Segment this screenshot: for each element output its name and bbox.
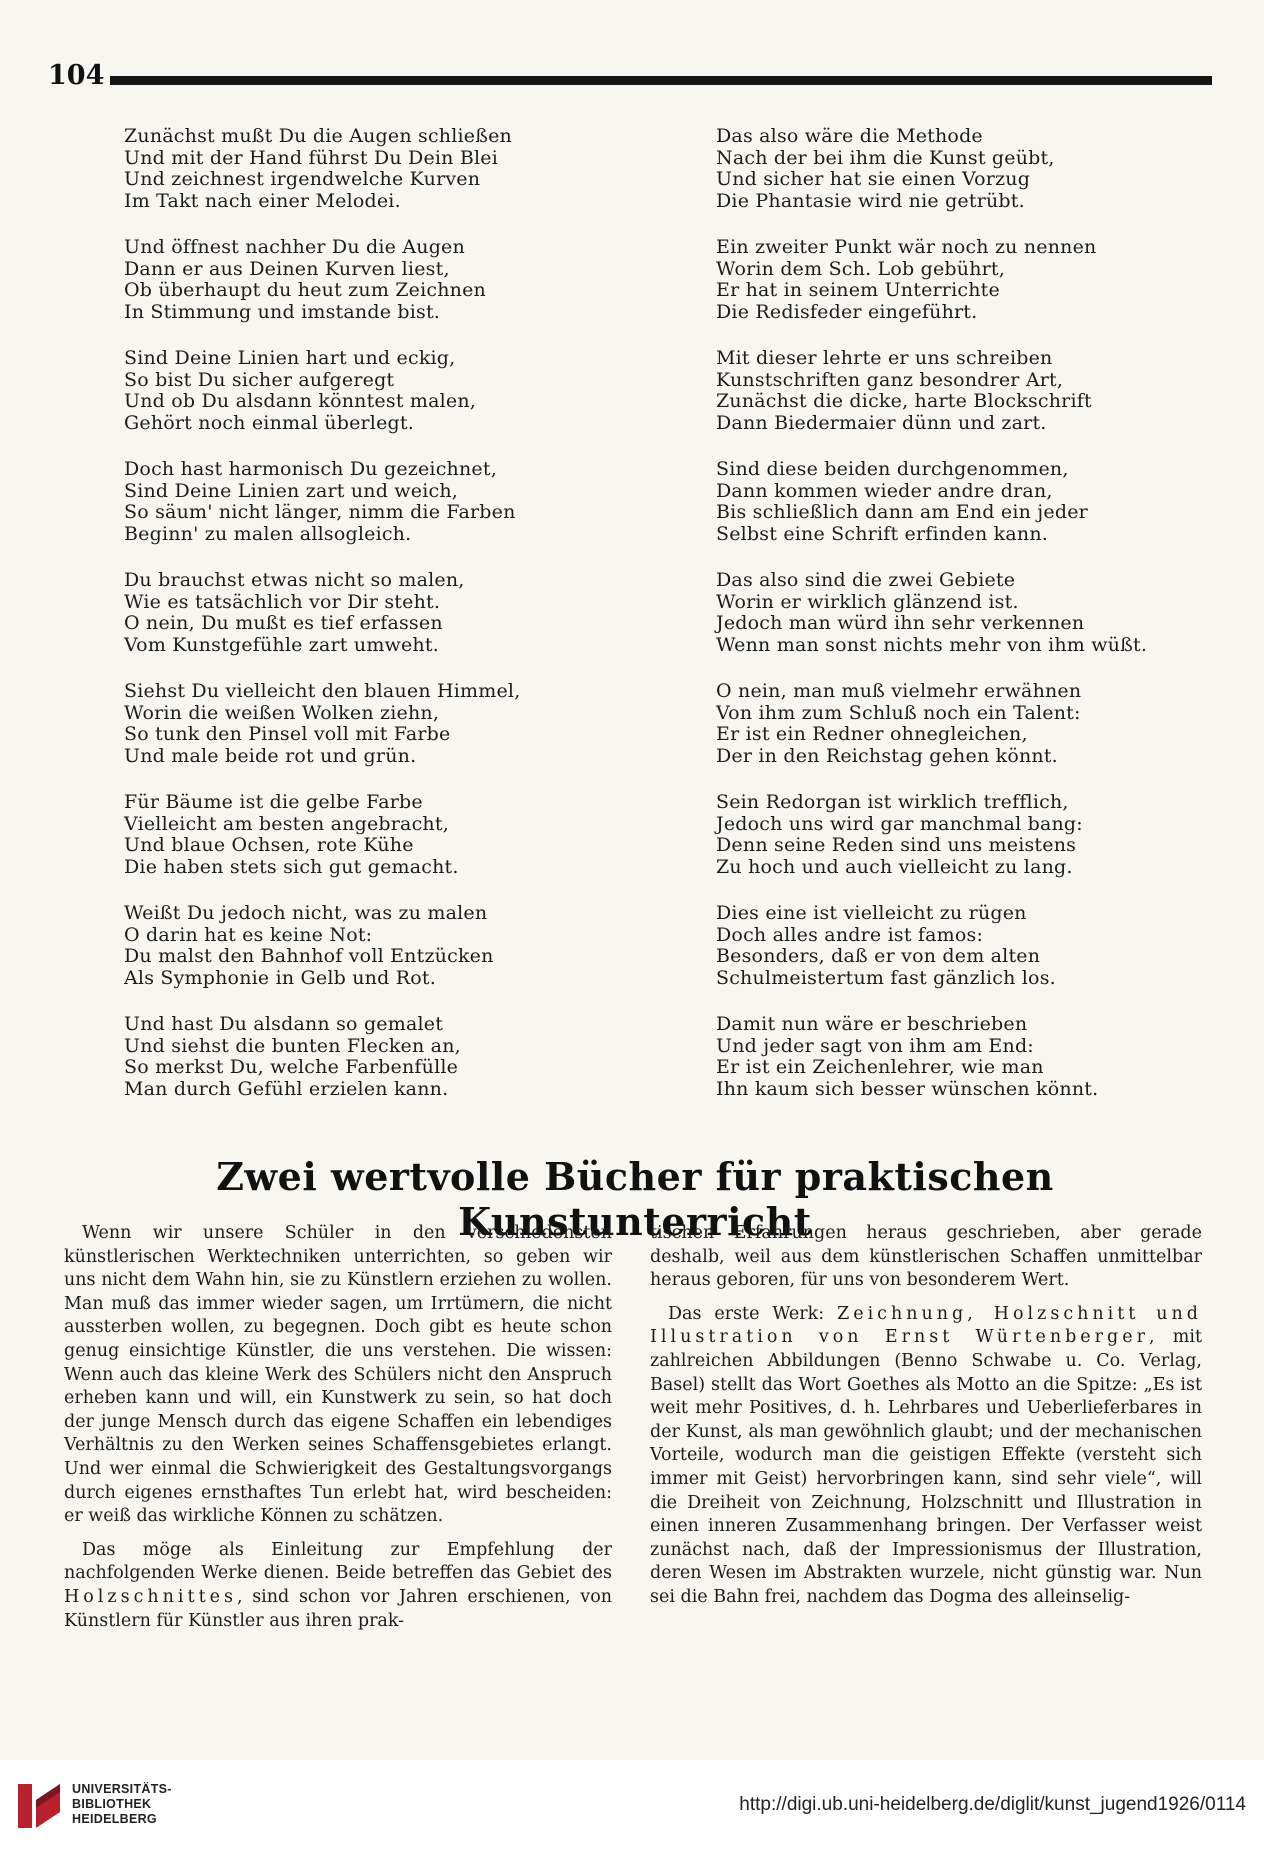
stanza — [124, 348, 644, 434]
verse-line: Und ob Du alsdann könntest malen, — [124, 390, 477, 412]
verse-line: Mit dieser lehrte er uns schreiben — [716, 347, 1053, 369]
stanza — [716, 237, 1236, 323]
stanza — [716, 570, 1236, 656]
verse-line: Bis schließlich dann am End ein jeder — [716, 501, 1088, 523]
page-number: 104 — [48, 60, 105, 91]
verse-line: Die Redisfeder eingeführt. — [716, 300, 978, 323]
stanza — [124, 1014, 644, 1100]
stanza — [716, 348, 1236, 434]
verse-line: Und hast Du alsdann so gemalet — [124, 1013, 444, 1035]
poem-column-left — [124, 126, 644, 1125]
verse-line: Und siehst die bunten Flecken an, — [124, 1034, 461, 1057]
library-name-line: BIBLIOTHEK — [72, 1797, 152, 1811]
stanza — [716, 126, 1236, 212]
verse-line: Nach der bei ihm die Kunst geübt, — [716, 146, 1055, 169]
verse-line: Die Phantasie wird nie getrübt. — [716, 189, 1025, 212]
verse-line: Zunächst mußt Du die Augen schließen — [124, 125, 512, 147]
poem-column-right — [716, 126, 1236, 1125]
verse-line: Er ist ein Redner ohnegleichen, — [716, 723, 1028, 745]
verse-line: Und sicher hat sie einen Vorzug — [716, 168, 1031, 190]
verse-line: Vom Kunstgefühle zart umweht. — [124, 633, 439, 656]
verse-line: So säum' nicht länger, nimm die Farben — [124, 501, 516, 523]
verse-line: Kunstschriften ganz besondrer Art, — [716, 368, 1064, 391]
verse-line: Ein zweiter Punkt wär noch zu nennen — [716, 236, 1097, 258]
verse-line: Wie es tatsächlich vor Dir steht. — [124, 590, 441, 613]
verse-line: Schulmeistertum fast gänzlich los. — [716, 966, 1056, 989]
verse-line: Sein Redorgan ist wirklich trefflich, — [716, 791, 1069, 813]
stanza — [716, 792, 1236, 878]
verse-line: Weißt Du jedoch nicht, was zu malen — [124, 902, 488, 924]
verse-line: Und blaue Ochsen, rote Kühe — [124, 834, 414, 856]
paragraph: Wenn wir unsere Schüler in den verschiedensten künstlerischen Werktechniken unterrichten, so geben wir uns nicht dem Wahn hin, sie zu Künstlern erziehen zu wollen. Man muß das immer wieder sagen, um Irrtümern, die nicht aussterben wollen, zu begegnen. Doch gibt es heute schon genug einsichtige Künstler, die uns verstehen. Die wissen: Wenn auch das kleine Werk des Schülers nicht den Anspruch erheben kann und will, ein Kunstwerk zu sein, so hat doch der junge Mensch durch das eigene Schaffen ein lebendiges Verhältnis zu den Werken seines Schaffensgebietes erlangt. Und wer einmal die Schwierigkeit des Gestaltungsvorgangs durch eigenes ernsthaftes Tun erlebt hat, wird bescheiden: er weiß das wirkliche Können zu schätzen. — [64, 1223, 612, 1527]
verse-line: O nein, Du mußt es tief erfassen — [124, 612, 443, 634]
verse-line: Ob überhaupt du heut zum Zeichnen — [124, 279, 486, 301]
article-column-right — [650, 1222, 1202, 1620]
library-name-line: UNIVERSITÄTS- — [72, 1782, 172, 1796]
verse-line: Er hat in seinem Unterrichte — [716, 279, 1000, 301]
verse-line: Sind Deine Linien zart und weich, — [124, 479, 459, 502]
verse-line: Dann er aus Deinen Kurven liest, — [124, 257, 450, 280]
verse-line: Doch alles andre ist famos: — [716, 923, 984, 946]
stanza — [716, 681, 1236, 767]
verse-line: So merkst Du, welche Farbenfülle — [124, 1056, 459, 1078]
stanza — [716, 903, 1236, 989]
library-logo-icon — [14, 1778, 66, 1834]
stanza — [124, 681, 644, 767]
verse-line: Der in den Reichstag gehen könnt. — [716, 744, 1058, 767]
stanza — [124, 570, 644, 656]
emphasized-term: Holzschnittes — [64, 1586, 237, 1607]
stanza — [124, 126, 644, 212]
paragraph: tischen Erfahrungen heraus geschrieben, aber gerade deshalb, weil aus dem künstlerischen Schaffen unmittelbar heraus geboren, für uns von besonderem Wert. — [650, 1223, 1202, 1291]
verse-line: Für Bäume ist die gelbe Farbe — [124, 791, 423, 813]
verse-line: Er ist ein Zeichenlehrer, wie man — [716, 1056, 1044, 1078]
verse-line: Das also sind die zwei Gebiete — [716, 569, 1016, 591]
stanza — [124, 903, 644, 989]
verse-line: Denn seine Reden sind uns meistens — [716, 834, 1077, 856]
paragraph-text: Das möge als Einleitung zur Empfehlung der nachfolgenden Werke dienen. Beide betreffen das Gebiet des — [64, 1539, 612, 1584]
stanza — [716, 1014, 1236, 1100]
verse-line: Du brauchst etwas nicht so malen, — [124, 569, 465, 591]
verse-line: Im Takt nach einer Melodei. — [124, 189, 401, 212]
paragraph — [64, 1539, 612, 1633]
verse-line: So bist Du sicher aufgeregt — [124, 368, 395, 391]
digitization-footer — [0, 1760, 1264, 1853]
verse-line: O nein, man muß vielmehr erwähnen — [716, 680, 1082, 702]
verse-line: Gehört noch einmal überlegt. — [124, 411, 414, 434]
verse-line: Doch hast harmonisch Du gezeichnet, — [124, 458, 497, 480]
verse-line: Jedoch man würd ihn sehr verkennen — [716, 612, 1085, 634]
verse-line: Dies eine ist vielleicht zu rügen — [716, 902, 1027, 924]
paragraph-text: , mit zahlreichen Abbildungen (Benno Schwabe u. Co. Verlag, Basel) stellt das Wort Goethes als Motto an die Spitze: „Es ist weit mehr Positives, d. h. Lehrbares und Ueberlieferbares in der Kunst, als man gewöhnlich glaubt; und der mechanischen Vorteile, wodurch man die geistigen Effekte (versteht sich immer mit Geist) hervorbringen kann, sind sehr viele“, will die Dreiheit von Zeichnung, Holzschnitt und Illustration in einen inneren Zusammenhang bringen. Der Verfasser weist zunächst nach, daß der Impressionismus der Illustration, deren Wesen im Abstrakten wurzele, nicht günstig war. Nun sei die Bahn frei, nachdem das Dogma des alleinselig- — [650, 1327, 1202, 1607]
article-headline: Zwei wertvolle Bücher für praktischen Kunstunterricht — [216, 1154, 1054, 1244]
verse-line: Und jeder sagt von ihm am End: — [716, 1034, 1034, 1057]
verse-line: Du malst den Bahnhof voll Entzücken — [124, 945, 494, 967]
verse-line: Vielleicht am besten angebracht, — [124, 812, 449, 835]
verse-line: Das also wäre die Methode — [716, 125, 983, 147]
verse-line: Damit nun wäre er beschrieben — [716, 1013, 1028, 1035]
verse-line: Dann Biedermaier dünn und zart. — [716, 411, 1047, 434]
verse-line: Und mit der Hand führst Du Dein Blei — [124, 146, 498, 169]
article-column-left — [64, 1222, 612, 1643]
page-header — [48, 52, 1212, 92]
paragraph-text: , sind schon vor Jahren erschienen, von Künstlern für Künstler aus ihren prak- — [64, 1586, 612, 1631]
emphasized-term: Zeichnung, Holzschnitt und Illustration von Ernst Würtenberger — [650, 1303, 1202, 1348]
verse-line: Selbst eine Schrift erfinden kann. — [716, 522, 1049, 545]
verse-line: Sind diese beiden durchgenommen, — [716, 458, 1069, 480]
verse-line: Die haben stets sich gut gemacht. — [124, 855, 459, 878]
verse-line: Und zeichnest irgendwelche Kurven — [124, 168, 481, 190]
stanza — [124, 459, 644, 545]
verse-line: Dann kommen wieder andre dran, — [716, 479, 1053, 502]
stanza — [124, 792, 644, 878]
verse-line: Worin er wirklich glänzend ist. — [716, 590, 1019, 613]
verse-line: In Stimmung und imstande bist. — [124, 300, 441, 323]
paragraph — [650, 1303, 1202, 1610]
verse-line: Worin dem Sch. Lob gebührt, — [716, 257, 1006, 280]
stanza — [716, 459, 1236, 545]
source-url-link[interactable]: http://digi.ub.uni-heidelberg.de/diglit/kunst_jugend1926/0114 — [739, 1794, 1246, 1815]
verse-line: Siehst Du vielleicht den blauen Himmel, — [124, 680, 521, 702]
verse-line: Man durch Gefühl erzielen kann. — [124, 1077, 449, 1100]
verse-line: Und male beide rot und grün. — [124, 744, 417, 767]
library-name-line: HEIDELBERG — [72, 1812, 157, 1826]
verse-line: Besonders, daß er von dem alten — [716, 945, 1041, 967]
verse-line: Zunächst die dicke, harte Blockschrift — [716, 390, 1092, 412]
verse-line: Zu hoch und auch vielleicht zu lang. — [716, 855, 1073, 878]
verse-line: Wenn man sonst nichts mehr von ihm wüßt. — [716, 633, 1148, 656]
verse-line: Beginn' zu malen allsogleich. — [124, 522, 412, 545]
verse-line: Sind Deine Linien hart und eckig, — [124, 347, 456, 369]
verse-line: Als Symphonie in Gelb und Rot. — [124, 966, 436, 989]
verse-line: O darin hat es keine Not: — [124, 923, 373, 946]
verse-line: Ihn kaum sich besser wünschen könnt. — [716, 1077, 1099, 1100]
header-rule — [110, 76, 1212, 85]
verse-line: Und öffnest nachher Du die Augen — [124, 236, 465, 258]
verse-line: Von ihm zum Schluß noch ein Talent: — [716, 701, 1081, 724]
paragraph-text: Das erste Werk: — [668, 1303, 838, 1324]
verse-line: Worin die weißen Wolken ziehn, — [124, 701, 440, 724]
verse-line: So tunk den Pinsel voll mit Farbe — [124, 723, 451, 745]
stanza — [124, 237, 644, 323]
library-name — [72, 1782, 172, 1827]
verse-line: Jedoch uns wird gar manchmal bang: — [716, 812, 1083, 835]
